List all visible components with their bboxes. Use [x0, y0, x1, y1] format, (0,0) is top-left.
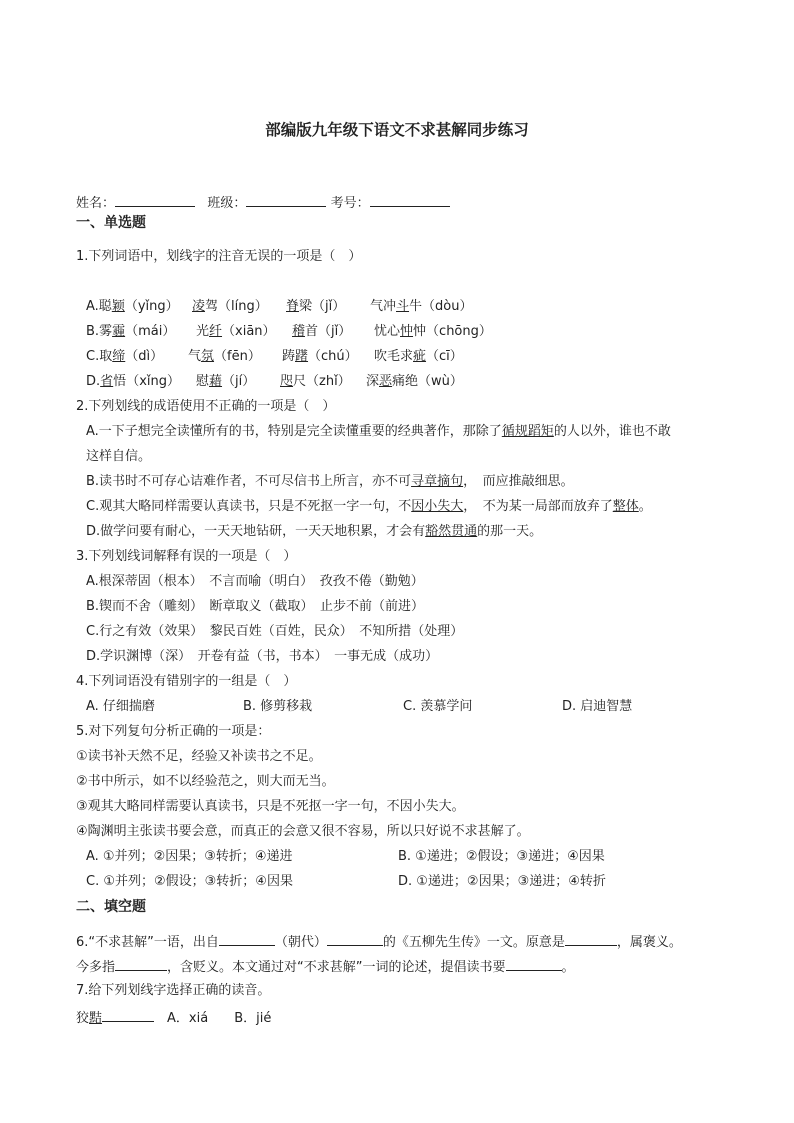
q1-option-a-word-3: 脊梁（jǐ） — [286, 299, 346, 314]
question-6-line-1: 6.“不求甚解”一语，出自 （朝代） 的《五柳先生传》一文。原意是 ，属褒义。 — [76, 932, 682, 952]
q1-option-c-word-3: 踌躇（chú） — [282, 349, 358, 364]
q4-option-c: C. 羡慕学问 — [403, 699, 473, 714]
question-3-stem: 3.下列划线词解释有误的一项是（ ） — [76, 549, 297, 564]
q1-option-b-word-4: 忧心忡忡（chōng） — [374, 324, 492, 339]
q6-blank-2[interactable] — [327, 932, 383, 946]
q6-blank-1[interactable] — [219, 932, 275, 946]
q1-option-b-word-1: B.雾霾（mái） — [86, 324, 176, 339]
q5-sentence-4: ④陶渊明主张读书要会意，而真正的会意又很不容易，所以只好说不求甚解了。 — [76, 824, 530, 839]
q1-option-b-word-2: 光纤（xiān） — [196, 324, 276, 339]
q1-option-b-word-3: 稽首（jǐ） — [292, 324, 352, 339]
q6-blank-5[interactable] — [506, 957, 562, 971]
q1-option-c-word-4: 吹毛求疵（cī） — [374, 349, 463, 364]
q7-blank[interactable] — [102, 1008, 154, 1022]
q4-option-b: B. 修剪移栽 — [243, 699, 313, 714]
section-heading-fill-blank: 二、填空题 — [76, 899, 146, 915]
q1-option-a-word-4: 气冲斗牛（dòu） — [370, 299, 473, 314]
question-5-stem: 5.对下列复句分析正确的一项是： — [76, 724, 271, 739]
q5-sentence-1: ①读书补天然不足，经验又补读书之不足。 — [76, 749, 322, 764]
q5-option-b: B. ①递进；②假设；③递进；④因果 — [398, 849, 605, 864]
q4-option-a: A. 仔细揣磨 — [86, 699, 155, 714]
q3-option-c: C.行之有效（效果） 黎民百姓（百姓，民众） 不知所措（处理） — [86, 624, 464, 639]
question-7-stem: 7.给下列划线字选择正确的读音。 — [76, 983, 271, 998]
q5-sentence-2: ②书中所示，如不以经验范之，则大而无当。 — [76, 774, 335, 789]
q1-option-c-word-1: C.取缔（dì） — [86, 349, 164, 364]
document-title: 部编版九年级下语文不求甚解同步练习 — [265, 121, 529, 139]
question-1-stem: 1.下列词语中，划线字的注音无误的一项是（ ） — [76, 249, 362, 264]
q5-option-d: D. ①递进；②因果；③递进；④转折 — [398, 874, 606, 889]
q1-option-d-word-2: 慰藉（jí） — [196, 374, 256, 389]
q2-option-d: D.做学问要有耐心，一天天地钻研，一天天地积累，才会有豁然贯通的那一天。 — [86, 524, 543, 539]
name-blank[interactable] — [115, 193, 195, 207]
q1-option-a-word-2: 凌驾（líng） — [192, 299, 268, 314]
q1-option-d-word-4: 深恶痛绝（wù） — [366, 374, 463, 389]
q2-option-a-continued: 这样自信。 — [86, 449, 152, 464]
q3-option-b: B.锲而不舍（雕刻） 断章取义（截取） 止步不前（前进） — [86, 599, 425, 614]
class-blank[interactable] — [246, 193, 326, 207]
student-info-row — [76, 193, 450, 213]
number-blank[interactable] — [370, 193, 450, 207]
q2-option-c: C.观其大略同样需要认真读书，只是不死抠一字一句，不因小失大， 不为某一局部而放弃了整体。 — [86, 499, 652, 514]
q3-option-a: A.根深蒂固（根本） 不言而喻（明白） 孜孜不倦（勤勉） — [86, 574, 424, 589]
q5-option-c: C. ①并列；②假设；③转折；④因果 — [86, 874, 293, 889]
q6-blank-3[interactable] — [565, 932, 617, 946]
q5-option-a: A. ①并列；②因果；③转折；④递进 — [86, 849, 293, 864]
class-label: 班级： — [207, 196, 247, 211]
q1-option-d-word-1: D.省悟（xǐng） — [86, 374, 180, 389]
question-2-stem: 2.下列划线的成语使用不正确的一项是（ ） — [76, 399, 336, 414]
q2-option-a: A.一下子想完全读懂所有的书，特别是完全读懂重要的经典著作，那除了循规蹈矩的人以外，谁也不敢 — [86, 424, 671, 439]
question-6-line-2: 今多指 ，含贬义。本文通过对“不求甚解”一词的论述，提倡读书要 。 — [76, 957, 575, 977]
number-label: 考号： — [330, 196, 370, 211]
q2-option-b: B.读书时不可存心诘难作者，不可尽信书上所言，亦不可寻章摘句， 而应推敲细思。 — [86, 474, 574, 489]
q1-option-a-word-1: A.聪颖（yǐng） — [86, 299, 179, 314]
q6-blank-4[interactable] — [115, 957, 167, 971]
name-label: 姓名： — [76, 196, 116, 211]
q3-option-d: D.学识渊博（深） 开卷有益（书，书本） 一事无成（成功） — [86, 649, 439, 664]
q1-option-c-word-2: 气氛（fēn） — [188, 349, 261, 364]
question-4-stem: 4.下列词语没有错别字的一组是（ ） — [76, 674, 297, 689]
q4-option-d: D. 启迪智慧 — [562, 699, 633, 714]
q1-option-d-word-3: 咫尺（zhǐ） — [280, 374, 351, 389]
q5-sentence-3: ③观其大略同样需要认真读书，只是不死抠一字一句，不因小失大。 — [76, 799, 465, 814]
section-heading-single-choice: 一、单选题 — [76, 215, 146, 231]
question-7-item: 狡黠 A．xiá B．jié — [76, 1008, 271, 1028]
